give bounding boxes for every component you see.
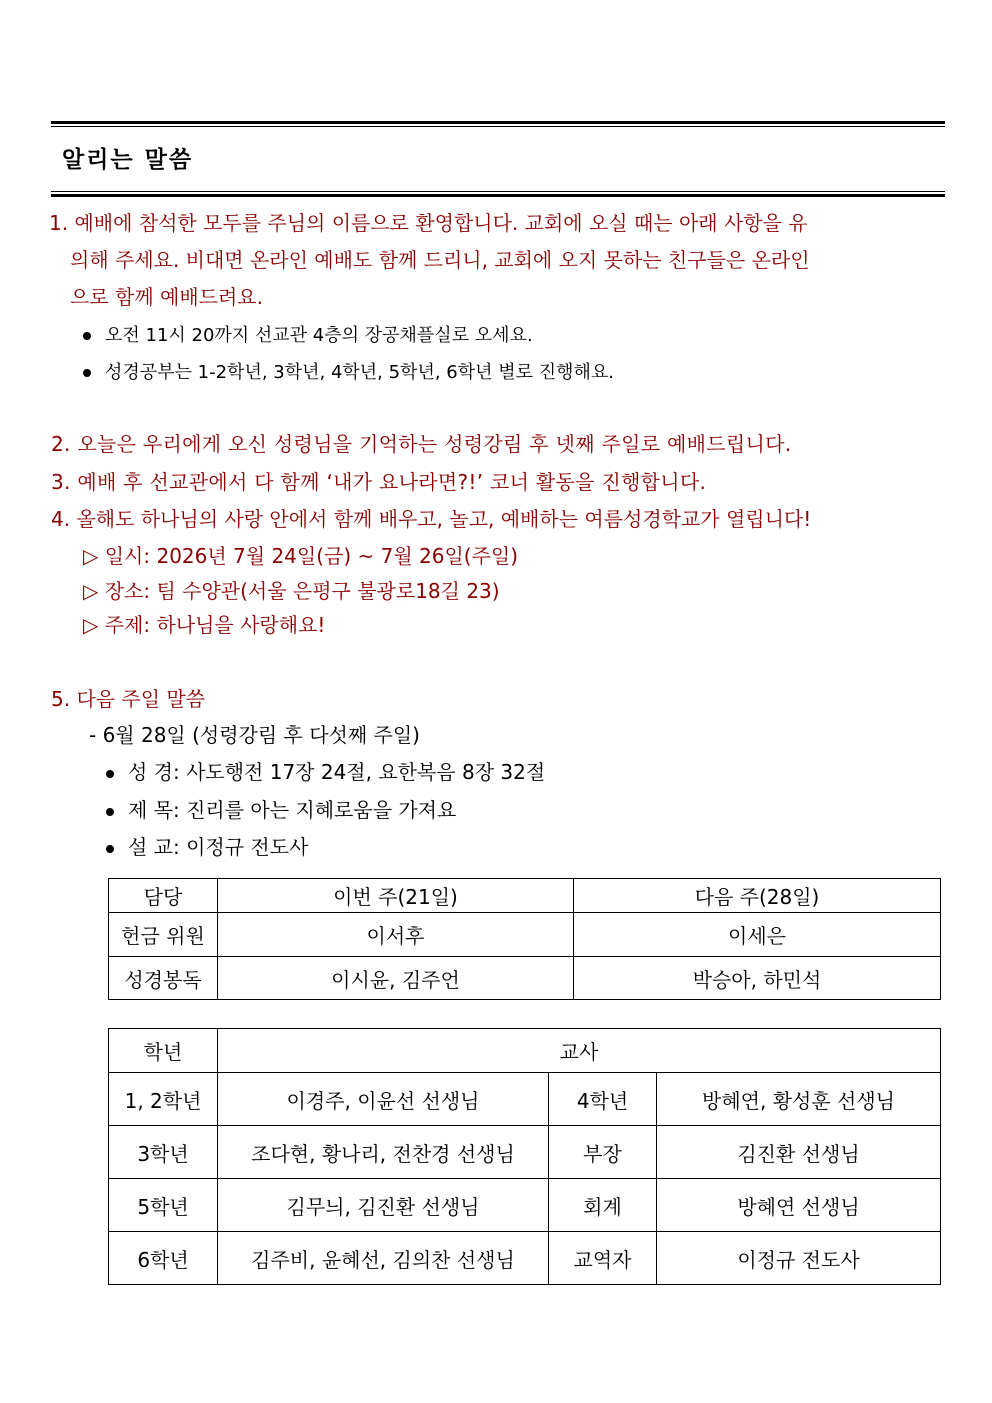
bullet-icon [83,369,91,377]
table-cell: 부장 [549,1126,657,1179]
sermon-title-bullet: 제 목: 진리를 아는 지혜로움을 가져요 [106,792,456,829]
table-cell: 김무늬, 김진환 선생님 [218,1179,549,1232]
bullet-icon [106,845,114,853]
announcement-2: 2. 오늘은 우리에게 오신 성령님을 기억하는 성령강림 후 넷째 주일로 예배드립니다. [51,432,792,456]
table-cell: 교역자 [549,1232,657,1285]
table-cell: 헌금 위원 [109,913,218,957]
table-row [109,957,941,1000]
table-header-cell: 학년 [109,1029,218,1073]
table-cell: 이경주, 이윤선 선생님 [218,1073,549,1126]
table-cell: 1, 2학년 [109,1073,218,1126]
announcement-1 [49,205,945,316]
table-cell: 김진환 선생님 [657,1126,941,1179]
title-rule-thin [51,191,945,192]
table-cell: 이서후 [218,913,574,957]
camp-date: ▷ 일시: 2026년 7월 24일(금) ~ 7월 26일(주일) [83,544,519,568]
table-header-cell: 이번 주(21일) [218,879,574,913]
camp-theme: ▷ 주제: 하나님을 사랑해요! [83,613,326,637]
announcement-4: 4. 올해도 하나님의 사랑 안에서 함께 배우고, 놀고, 예배하는 여름성경학교가 열립니다! [51,507,812,531]
bullet-icon [83,332,91,340]
top-rule-thick [51,121,945,124]
table-cell: 3학년 [109,1126,218,1179]
table-header-cell: 다음 주(28일) [574,879,941,913]
announcement-1-line3: 으로 함께 예배드려요. [70,285,263,309]
table-header-row [109,879,941,913]
top-rule-thin [51,126,945,127]
scripture-bullet: 성 경: 사도행전 17장 24절, 요한복음 8장 32절 [106,754,545,791]
table-header-cell: 교사 [218,1029,941,1073]
table-row [109,1126,941,1179]
table-cell: 방혜연, 황성훈 선생님 [657,1073,941,1126]
announcement-5-heading: 5. 다음 주일 말씀 [51,687,206,711]
bullet-icon [106,770,114,778]
camp-place: ▷ 장소: 팀 수양관(서울 은평구 불광로18길 23) [83,579,500,603]
bullet-icon [106,808,114,816]
title-rule-thick [51,194,945,197]
table-row [109,1232,941,1285]
announcement-1-line1: 1. 예배에 참석한 모두를 주님의 이름으로 환영합니다. 교회에 오실 때는 아래 사항을 유 [49,211,808,235]
announcement-1-bullet: 성경공부는 1-2학년, 3학년, 4학년, 5학년, 6학년 별로 진행해요. [83,354,614,391]
next-sunday-date: - 6월 28일 (성령강림 후 다섯째 주일) [89,723,420,747]
table-cell: 방혜연 선생님 [657,1179,941,1232]
announcement-1-line2: 의해 주세요. 비대면 온라인 예배도 함께 드리니, 교회에 오지 못하는 친구들은 온라인 [70,248,810,272]
duty-table [108,878,941,1000]
table-cell: 조다현, 황나리, 전찬경 선생님 [218,1126,549,1179]
table-cell: 5학년 [109,1179,218,1232]
table-header-row [109,1029,941,1073]
table-header-cell: 담당 [109,879,218,913]
table-row [109,1073,941,1126]
announcement-3: 3. 예배 후 선교관에서 다 함께 ‘내가 요나라면?!’ 코너 활동을 진행합니다. [51,470,707,494]
table-cell: 성경봉독 [109,957,218,1000]
announcement-1-bullet: 오전 11시 20까지 선교관 4층의 장공채플실로 오세요. [83,317,533,354]
table-cell: 김주비, 윤혜선, 김의찬 선생님 [218,1232,549,1285]
table-cell: 박승아, 하민석 [574,957,941,1000]
table-cell: 6학년 [109,1232,218,1285]
table-cell: 4학년 [549,1073,657,1126]
page-title: 알리는 말씀 [62,147,194,173]
table-row [109,1179,941,1232]
table-cell: 이시윤, 김주언 [218,957,574,1000]
table-row [109,913,941,957]
table-cell: 이세은 [574,913,941,957]
table-cell: 회계 [549,1179,657,1232]
preacher-bullet: 설 교: 이정규 전도사 [106,829,308,866]
table-cell: 이정규 전도사 [657,1232,941,1285]
teacher-table [108,1028,941,1285]
